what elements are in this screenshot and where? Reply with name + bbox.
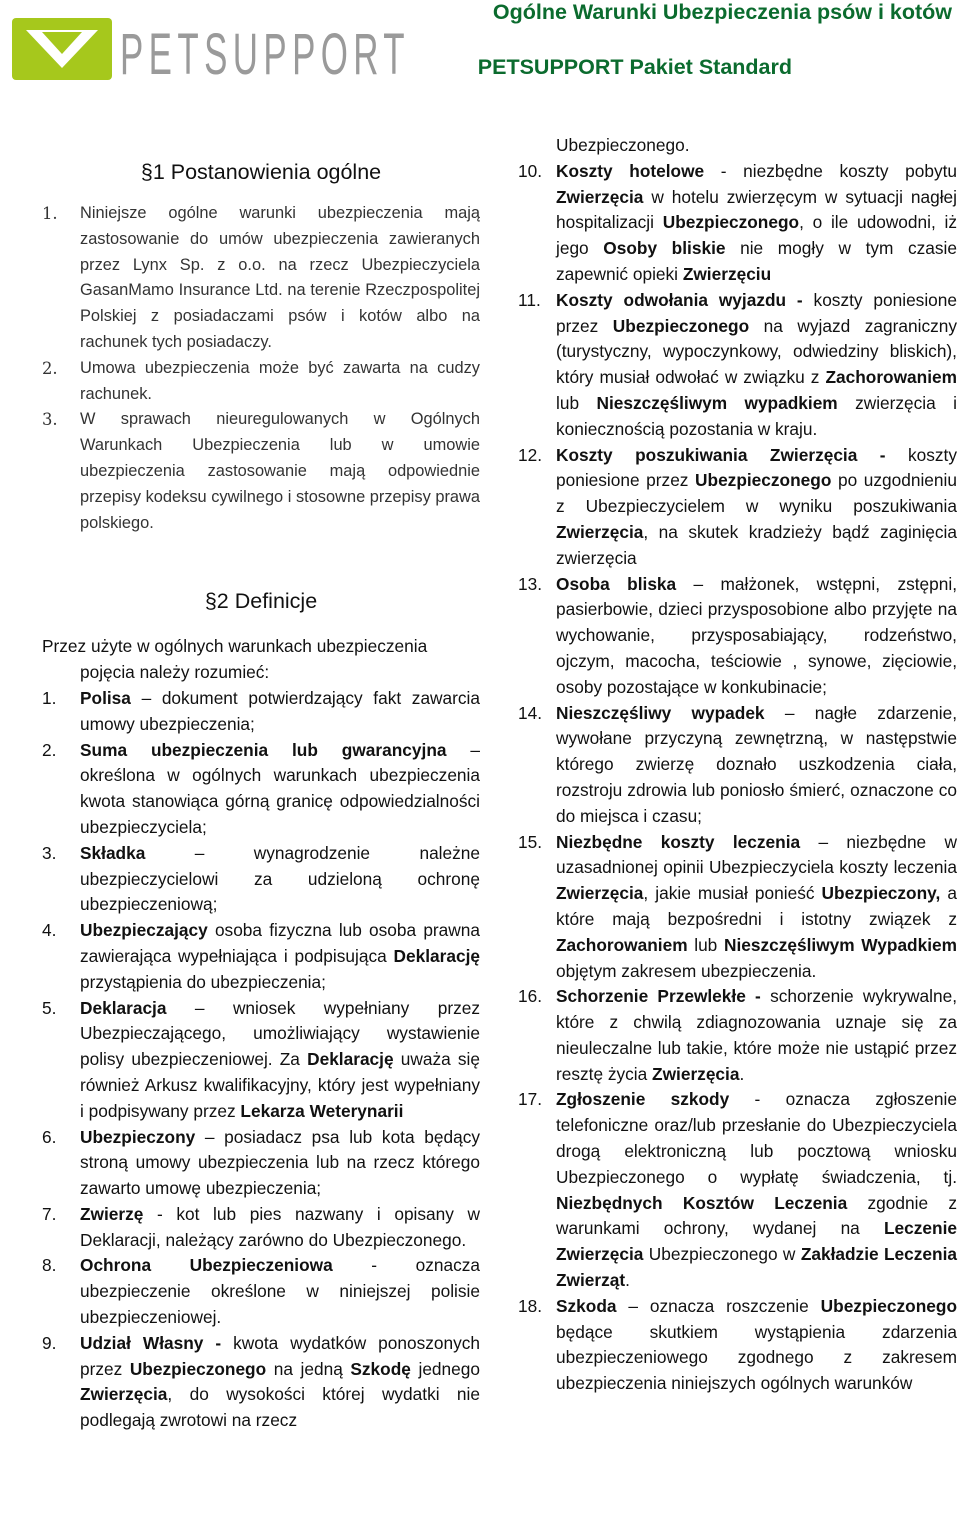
- term: Leczenie Zwierzęcia: [556, 1218, 957, 1265]
- term: Ubezpieczonego: [612, 315, 750, 336]
- term: Ubezpieczający: [80, 920, 208, 941]
- term: Nieszczęśliwy wypadek: [556, 702, 765, 723]
- definition-text: na jedną: [266, 1358, 351, 1379]
- definition-13: [518, 572, 957, 701]
- item-number: 16.: [518, 986, 543, 1007]
- general-provision-3: [42, 407, 480, 536]
- item-number: 3.: [42, 842, 57, 863]
- definition-1: [42, 686, 480, 738]
- definition-text: – niezbędne w uzasadnionej opinii Ubezpieczyciela koszty leczenia: [556, 831, 957, 878]
- item-number: 18.: [518, 1295, 543, 1316]
- definition-text: - oznacza zgłoszenie telefoniczne oraz/lub przesłanie do Ubezpieczyciela drogą elektroniczną lub pocztową wniosku Ubezpieczonego o wypłatę świadczenia, tj.: [556, 1089, 957, 1187]
- definition-text: objętym zakresem ubezpieczenia.: [556, 960, 817, 981]
- term: Koszty hotelowe: [556, 160, 705, 181]
- definition-10: [518, 159, 957, 288]
- term: Zachorowaniem: [556, 934, 688, 955]
- item-number: 1.: [42, 204, 58, 223]
- term: Nieszczęśliwym wypadkiem: [596, 392, 838, 413]
- item-number: 13.: [518, 573, 543, 594]
- definition-16: [518, 984, 957, 1087]
- term: Zwierzęciu: [682, 263, 772, 284]
- definitions-intro: [42, 634, 480, 686]
- definition-text: – posiadacz psa lub kota będący stroną umowy ubezpieczenia lub na rzecz którego zawarto umowę ubezpieczenia;: [80, 1126, 480, 1199]
- definition-9: [42, 1331, 480, 1434]
- term: Schorzenie Przewlekłe -: [556, 986, 761, 1007]
- term: Szkoda: [556, 1295, 617, 1316]
- definition-text: – dokument potwierdzający fakt zawarcia umowy ubezpieczenia;: [80, 687, 480, 734]
- definition-8: [42, 1253, 480, 1330]
- item-number: 7.: [42, 1203, 57, 1224]
- definition-text: , jakie musiał ponieść: [643, 883, 822, 904]
- item-number: 6.: [42, 1126, 57, 1147]
- document-title: Ogólne Warunki Ubezpieczenia psów i kotów: [492, 0, 952, 24]
- definition-9-continued: Ubezpieczonego.: [556, 135, 690, 155]
- item-number: 14.: [518, 702, 543, 723]
- term: Niezbędne koszty leczenia: [556, 831, 801, 852]
- term: Ubezpieczony,: [821, 883, 941, 904]
- item-number: 5.: [42, 997, 57, 1018]
- definition-3: [42, 841, 480, 918]
- general-provision-1: [42, 201, 480, 356]
- definition-text: koszty poniesione przez: [556, 444, 957, 491]
- term: Składka: [80, 842, 146, 863]
- definition-text: - oznacza ubezpieczenie określone w niniejszej polisie ubezpieczeniowej.: [80, 1255, 480, 1328]
- general-provision-2: [42, 356, 480, 408]
- definition-text: zgodnie z warunkami ochrony, wydanej na: [556, 1192, 958, 1239]
- item-number: 9.: [42, 1332, 57, 1353]
- definition-text: nie mogły w tym czasie zapewnić opieki: [556, 238, 958, 284]
- definition-text: w hotelu zwierzęcym w sytuacji nagłej hospitalizacji: [556, 186, 957, 233]
- section-2-heading: §2 Definicje: [204, 589, 318, 614]
- definition-text: uważa się również Arkusz kwalifikacyjny, który jest wypełniany i podpisywany przez: [80, 1049, 480, 1121]
- term: Osoba bliska: [556, 573, 677, 594]
- definition-18: [518, 1294, 957, 1397]
- definition-text: , do wysokości której wydatki nie podlegają zwrotowi na rzecz: [80, 1384, 480, 1431]
- definition-text: przystąpienia do ubezpieczenia;: [80, 971, 326, 992]
- term: Ochrona Ubezpieczeniowa: [80, 1255, 333, 1276]
- term: Zwierzęcia: [652, 1063, 740, 1084]
- definition-text: na wyjazd zagraniczny (turystyczny, wypoczynkowy, odwiedziny bliskich), który musiał odwołać w związku z: [556, 315, 957, 388]
- term: Ubezpieczonego: [662, 212, 800, 233]
- definition-text: a które mają bezpośredni i istotny związek z: [556, 883, 957, 929]
- section-1-heading: §1 Postanowienia ogólne: [140, 160, 382, 184]
- definition-text: , na skutek kradzieży bądź zaginięcia zwierzęcia: [556, 521, 957, 568]
- item-number: 4.: [42, 920, 57, 941]
- term: Koszty odwołania wyjazdu -: [556, 289, 803, 310]
- document-subtitle: PETSUPPORT Pakiet Standard: [477, 55, 792, 79]
- svg-text:PETSUPPORT: PETSUPPORT: [120, 22, 410, 84]
- header-titles: [478, 0, 952, 79]
- definition-7: [42, 1202, 480, 1254]
- term: Deklarację: [393, 945, 480, 966]
- definition-text: – określona w ogólnych warunkach ubezpieczenia kwota stanowiąca górną granicę odpowiedzialności ubezpieczyciela;: [80, 739, 480, 837]
- item-number: 17.: [518, 1089, 543, 1110]
- item-number: 11.: [518, 289, 541, 310]
- term: Ubezpieczony: [80, 1126, 196, 1147]
- term: Zwierzęcia: [556, 186, 644, 207]
- item-number: 1.: [42, 687, 57, 708]
- definition-4: [42, 918, 480, 995]
- definition-5: [42, 996, 480, 1125]
- term: Polisa: [80, 687, 131, 708]
- definition-2: [42, 738, 480, 841]
- definition-text: lub: [556, 392, 597, 413]
- term: Szkodę: [350, 1358, 411, 1379]
- term: Zwierzęcia: [80, 1384, 168, 1405]
- definition-text: .: [739, 1063, 745, 1084]
- definition-text: .: [625, 1270, 630, 1291]
- term: Zwierzę: [80, 1203, 144, 1224]
- definition-text: - niezbędne koszty pobytu: [704, 160, 958, 181]
- term: Udział Własny -: [80, 1332, 222, 1353]
- term: Ubezpieczonego: [129, 1358, 267, 1379]
- item-text: Niniejsze ogólne warunki ubezpieczenia mają zastosowanie do umów ubezpieczenia zawieranych przez Lynx Sp. z o.o. na rzecz Ubezpieczyciela GasanMamo Insurance Ltd. na terenie Rzeczpospolitej Polskiej z posiadaczami psów i kotów albo na rachunek tych posiadaczy.: [80, 204, 480, 351]
- term: Ubezpieczonego: [695, 470, 832, 491]
- definition-text: – małżonek, wstępni, zstępni, pasierbowie, dzieci przysposobione albo przyjęte na wychowanie, przysposabiający, rodzeństwo, ojczym, macocha, teściowie , synowe, zięciowie, osoby pozostające w konkubinacie;: [556, 573, 957, 697]
- definition-11: [518, 288, 957, 443]
- term: Lekarza Weterynarii: [240, 1100, 404, 1121]
- definition-text: – nagłe zdarzenie, wywołane przyczyną zewnętrzną, w następstwie którego zwierzę doznało uszkodzenia ciała, rozstroju zdrowia lub poniosło śmierć, oznaczone co do miejsca i czasu;: [556, 702, 957, 826]
- term: Ubezpieczonego: [820, 1295, 957, 1316]
- item-number: 8.: [42, 1255, 57, 1276]
- term: Koszty poszukiwania Zwierzęcia -: [556, 444, 886, 465]
- item-text: W sprawach nieuregulowanych w Ogólnych Warunkach Ubezpieczenia lub w umowie ubezpieczenia zastosowanie mają odpowiednie przepisy kodeksu cywilnego i stosowne przepisy prawa polskiego.: [80, 410, 480, 532]
- definition-12: [518, 443, 957, 572]
- definition-text: po uzgodnieniu z Ubezpieczycielem w wyniku poszukiwania: [556, 470, 957, 517]
- definition-text: schorzenie wykrywalne, które z chwilą zdiagnozowania uznaje się za nieuleczalne lub takie, które może nie ustąpić przez resztę życia: [556, 986, 957, 1084]
- definition-15: [518, 830, 957, 985]
- term: Osoby bliskie: [603, 238, 726, 259]
- definition-text: lub: [687, 934, 724, 955]
- definition-text: – wniosek wypełniany przez Ubezpieczającego, umożliwiający wystawienie polisy ubezpieczeniowej. Za: [80, 997, 480, 1070]
- intro-line-2: pojęcia należy rozumieć:: [80, 662, 270, 683]
- definition-14: [518, 701, 957, 830]
- item-number: 2.: [42, 358, 58, 378]
- term: Nieszczęśliwym Wypadkiem: [723, 934, 957, 955]
- item-text: Umowa ubezpieczenia może być zawarta na cudzy rachunek.: [80, 358, 480, 403]
- item-number: 2.: [42, 739, 57, 760]
- definition-6: [42, 1125, 480, 1202]
- definition-17: [518, 1087, 957, 1293]
- item-number: 10.: [518, 160, 543, 181]
- item-number: 3.: [42, 410, 58, 430]
- definition-text: Ubezpieczonego w: [643, 1244, 801, 1265]
- definition-text: - kot lub pies nazwany i opisany w Deklaracji, należący zarówno do Ubezpieczonego.: [80, 1203, 480, 1250]
- definition-text: – oznacza roszczenie: [616, 1295, 821, 1316]
- term: Zachorowaniem: [825, 367, 957, 388]
- definition-text: będące skutkiem wystąpienia zdarzenia ubezpieczeniowego zgodnego z zakresem ubezpieczenia niniejszych ogólnych warunków: [556, 1321, 957, 1394]
- term: Zgłoszenie szkody: [556, 1089, 730, 1110]
- intro-line-1: Przez użyte w ogólnych warunkach ubezpieczenia: [42, 636, 428, 657]
- left-column: [42, 133, 480, 1434]
- definition-text: osoba fizyczna lub osoba prawna zawierająca wypełniająca i podpisująca: [80, 920, 480, 966]
- definition-text: jednego: [410, 1358, 480, 1379]
- item-number: 12.: [518, 444, 543, 465]
- definition-text: – wynagrodzenie należne ubezpieczycielowi za udzieloną ochronę ubezpieczeniową;: [80, 842, 480, 915]
- definition-text: kwota wydatków ponoszonych przez: [80, 1332, 481, 1379]
- right-column: [518, 133, 957, 1397]
- term: Deklaracja: [80, 997, 167, 1018]
- term: Deklarację: [307, 1049, 394, 1070]
- term: Zwierzęcia: [556, 521, 644, 542]
- term: Zwierzęcia: [556, 883, 644, 904]
- definition-text: , o ile udowodni, iż jego: [556, 212, 957, 259]
- term: Suma ubezpieczenia lub gwarancyjna: [80, 739, 447, 760]
- definition-text: zwierzęcia i koniecznością pozostania w kraju.: [556, 392, 957, 439]
- term: Niezbędnych Kosztów Leczenia: [556, 1192, 848, 1213]
- petsupport-logo: [12, 14, 412, 84]
- term: Zakładzie Leczenia Zwierząt: [556, 1244, 957, 1291]
- item-number: 15.: [518, 831, 543, 852]
- definition-text: koszty poniesione przez: [556, 289, 957, 336]
